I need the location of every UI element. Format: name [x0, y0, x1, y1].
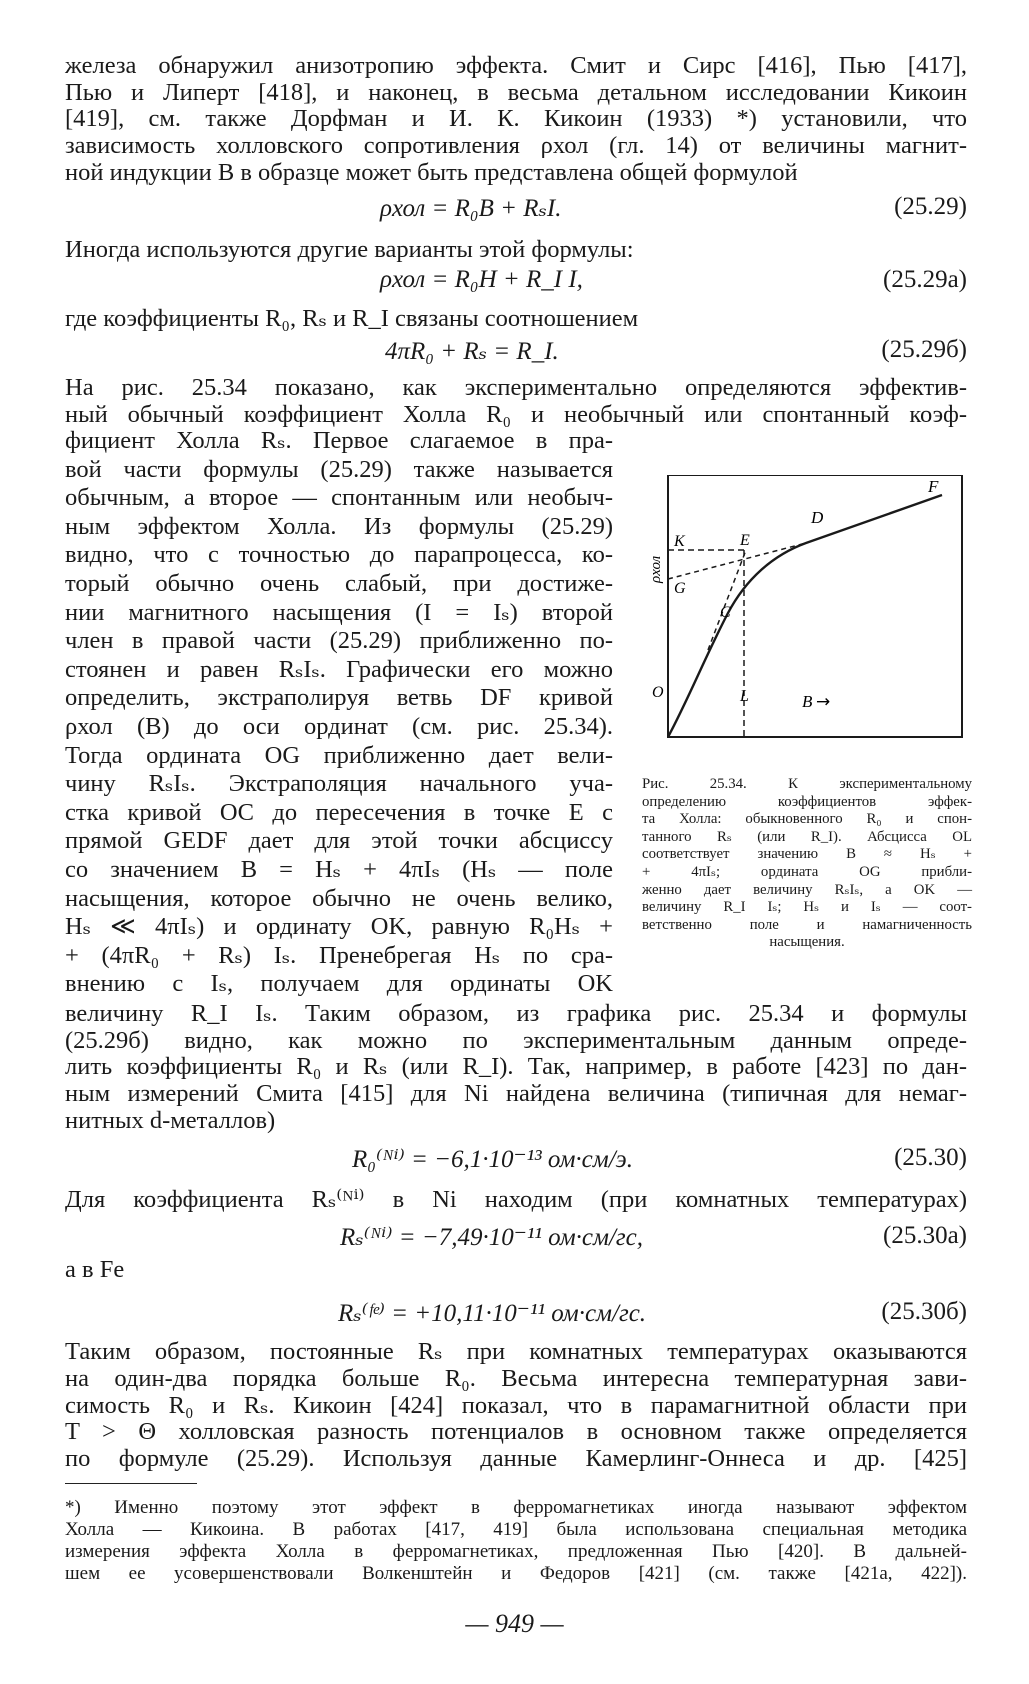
text-line: Иногда используются другие варианты этой формулы: [65, 236, 634, 263]
text-line: На рис. 25.34 показано, как экспериментально определяются эффектив- [65, 374, 967, 401]
label-b: B [802, 692, 813, 711]
text-line: внению с Iₛ, получаем для ординаты OK [65, 970, 613, 998]
text-line: симость R₀ и Rₛ. Кикоин [424] показал, что в парамагнитной области при [65, 1392, 967, 1419]
text-line: (25.29б) видно, как можно по экспериментальным данным опреде- [65, 1027, 967, 1054]
label-e: E [740, 532, 750, 549]
text-line: величину R_I Iₛ. Таким образом, из графика рис. 25.34 и формулы [65, 1000, 967, 1027]
equation-25-29a: ρхол = R₀H + R_I I, [380, 266, 583, 293]
text-line: видно, что с точностью до парапроцесса, ко- [65, 541, 613, 569]
equation-25-30b: Rₛ⁽ᶠᵉ⁾ = +10,11·10⁻¹¹ ом·см/гс. [338, 1300, 647, 1327]
text-line: ный обычный коэффициент Холла R₀ и необычный или спонтанный коэф- [65, 401, 967, 428]
text-line: член в правой части (25.29) приближенно по- [65, 627, 613, 655]
caption-line: насыщения. [769, 934, 845, 951]
equation-number: (25.29а) [883, 266, 967, 293]
equation-25-29b: 4πR₀ + Rₛ = R_I. [385, 338, 559, 365]
equation-number: (25.30а) [883, 1222, 967, 1249]
caption-line: величину R_I Iₛ; Hₛ и Iₛ — соот- [642, 899, 972, 916]
equation-number: (25.29б) [881, 336, 967, 363]
caption-line: соответствует значению B ≈ Hₛ + [642, 846, 972, 863]
text-line: зависимость холловского сопротивления ρхол (гл. 14) от величины магнит- [65, 132, 967, 159]
caption-line: + 4πIₛ; ордината OG прибли- [642, 863, 972, 880]
text-line: Hₛ ≪ 4πIₛ) и ординату OK, равную R₀Hₛ + [65, 913, 613, 941]
label-l: L [740, 688, 749, 705]
equation-25-30: R₀⁽ᴺⁱ⁾ = −6,1·10⁻¹³ ом·см/э. [352, 1146, 633, 1173]
footnote-line: шем ее усовершенствовали Волкенштейн и Федоров [421] (см. также [421а, 422]). [65, 1563, 967, 1584]
equation-number: (25.29) [894, 193, 967, 220]
text-line: Для коэффициента Rₛ⁽ᴺⁱ⁾ в Ni находим (при комнатных температурах) [65, 1186, 967, 1213]
text-line: фициент Холла Rₛ. Первое слагаемое в пра- [65, 427, 613, 454]
equation-number: (25.30) [894, 1144, 967, 1171]
caption-line: женно дает величину RₛIₛ, а OK — [642, 881, 972, 898]
text-line: прямой GEDF дает для этой точки абсциссу [65, 827, 613, 855]
label-g: G [674, 580, 686, 597]
arrow-right-icon: → [816, 692, 831, 712]
text-line: а в Fe [65, 1256, 125, 1283]
caption-line: танного Rₛ (или R_I). Абсцисса OL [642, 828, 972, 845]
text-line: стка кривой OC до пересечения в точке E с [65, 798, 613, 826]
wrapped-text-column [65, 427, 613, 999]
text-line: нитных d-металлов) [65, 1107, 276, 1134]
equation-25-29: ρхол = R₀B + RₛI. [380, 195, 562, 222]
text-line: ным измерений Смита [415] для Ni найдена величина (типичная для немаг- [65, 1080, 967, 1107]
text-line: нии магнитного насыщения (I = Iₛ) второй [65, 598, 613, 626]
text-line: ной индукции B в образце может быть представлена общей формулой [65, 159, 798, 186]
text-line: насыщения, которое обычно не очень велико, [65, 884, 613, 912]
figure-caption [642, 776, 972, 952]
text-line: где коэффициенты R₀, Rₛ и R_I связаны соотношением [65, 305, 639, 332]
text-line: определить, экстраполируя ветвь DF кривой [65, 684, 613, 712]
caption-line: та Холла: обыкновенного R₀ и спон- [642, 811, 972, 828]
text-line: по формуле (25.29). Используя данные Камерлинг-Оннеса и др. [425] [65, 1445, 967, 1472]
label-c: C [720, 604, 731, 621]
text-line: Пью и Липерт [418], и наконец, в весьма детальном исследовании Кикоин [65, 79, 967, 106]
equation-number: (25.30б) [881, 1298, 967, 1325]
text-line: Таким образом, постоянные Rₛ при комнатных температурах оказываются [65, 1338, 967, 1365]
text-line: Тогда ордината OG приближенно дает вели- [65, 741, 613, 769]
footnote-rule [65, 1483, 197, 1484]
caption-line: ветственно поле и намагниченность [642, 916, 972, 933]
equation-25-30a: Rₛ⁽ᴺⁱ⁾ = −7,49·10⁻¹¹ ом·см/гс, [340, 1224, 644, 1251]
text-line: стоянен и равен RₛIₛ. Графически его можно [65, 655, 613, 683]
extrapolation-line-oc [708, 550, 746, 650]
text-line: обычным, а второе — спонтанным или необыч- [65, 484, 613, 512]
label-k: K [674, 533, 685, 550]
text-line: чину RₛIₛ. Экстраполяция начального уча- [65, 770, 613, 798]
text-line: вой части формулы (25.29) также называется [65, 455, 613, 483]
footnote-line: Холла — Кикоина. В работах [417, 419] была использована специальная методика [65, 1519, 967, 1540]
caption-line: Рис. 25.34. К экспериментальному [642, 776, 972, 792]
text-line: со значением B = Hₛ + 4πIₛ (Hₛ — поле [65, 855, 613, 883]
hall-effect-figure [648, 475, 966, 755]
footnote [65, 1497, 967, 1585]
label-o: O [652, 684, 664, 701]
label-f: F [928, 477, 939, 496]
text-line: T > Θ холловская разность потенциалов в основном также определяется [65, 1418, 967, 1445]
text-line: + (4πR₀ + Rₛ) Iₛ. Пренебрегая Hₛ по сра- [65, 941, 613, 969]
caption-line: определению коэффициентов эффек- [642, 793, 972, 810]
text-line: железа обнаружил анизотропию эффекта. Смит и Сирс [416], Пью [417], [65, 52, 967, 79]
text-line: ным эффектом Холла. Из формулы (25.29) [65, 512, 613, 540]
text-line: на один-два порядка больше R₀. Весьма интересна температурная зави- [65, 1365, 967, 1392]
text-line: ρхол (B) до оси ординат (см. рис. 25.34). [65, 712, 613, 740]
y-axis-label: ρхол [648, 555, 664, 583]
label-d: D [811, 508, 824, 527]
footnote-line: *) Именно поэтому этот эффект в ферромагнетиках иногда называют эффектом [65, 1497, 967, 1518]
text-line: [419], см. также Дорфман и И. К. Кикоин (1933) *) установили, что [65, 105, 967, 132]
text-line: лить коэффициенты R₀ и Rₛ (или R_I). Так, например, в работе [423] по дан- [65, 1053, 967, 1080]
page-number: — 949 — [465, 1609, 564, 1638]
footnote-line: измерения эффекта Холла в ферромагнетиках, предложенная Пью [420]. В дальней- [65, 1541, 967, 1562]
text-line: торый обычно очень слабый, при достиже- [65, 569, 613, 597]
